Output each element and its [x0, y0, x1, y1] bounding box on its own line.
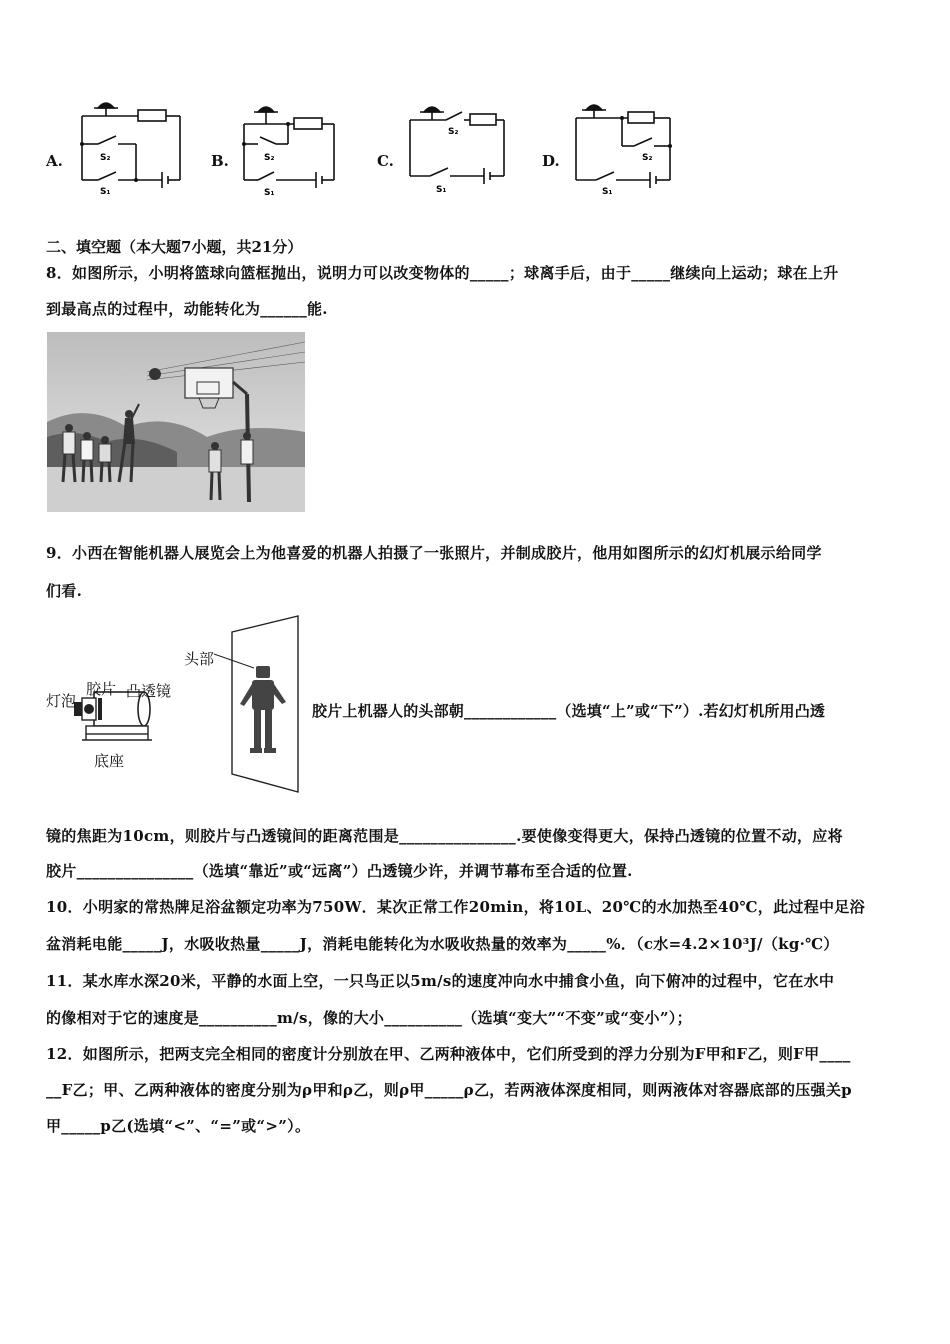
circuit-a-s1-label: S₁ [100, 187, 111, 196]
circuit-b-s2-label: S₂ [264, 153, 275, 163]
q8-line-1: 8．如图所示，小明将篮球向篮框抛出，说明力可以改变物体的_____；球离手后，由于_____继续向上运动；球在上升 [46, 264, 839, 282]
label-bulb: 灯泡 [46, 692, 77, 710]
label-head: 头部 [184, 650, 215, 668]
circuit-diagram-c [404, 104, 514, 200]
q12-line-3: 甲_____p乙(选填“<”、“=”或“>”）。 [46, 1117, 311, 1135]
label-film: 胶片 [86, 680, 117, 698]
circuit-c-s2-label: S₂ [448, 127, 459, 137]
option-c-label: C. [377, 152, 394, 170]
q11-line-2: 的像相对于它的速度是__________m/s，像的大小__________（选填“变大”“不变”或“变小”）； [46, 1009, 692, 1027]
q10-line-1: 10．小明家的常热牌足浴盆额定功率为750W．某次正常工作20min，将10L、20℃的水加热至40℃，此过程中足浴 [46, 898, 865, 916]
basketball-photo [47, 332, 305, 512]
circuit-c-s1-label: S₁ [436, 185, 447, 195]
circuit-diagram-b [238, 104, 342, 200]
label-lens: 凸透镜 [126, 682, 172, 700]
option-d-label: D. [542, 152, 560, 170]
circuit-d-s1-label: S₁ [602, 187, 613, 196]
circuit-a-s2-label: S₂ [100, 153, 111, 163]
projector-diagram [46, 614, 306, 796]
q10-line-2: 盆消耗电能_____J，水吸收热量_____J，消耗电能转化为水吸收热量的效率为_____%．（c水=4.2×10³J/（kg·℃） [46, 935, 839, 953]
q9-line-1: 9．小西在智能机器人展览会上为他喜爱的机器人拍摄了一张照片，并制成胶片，他用如图所示的幻灯机展示给同学 [46, 544, 822, 562]
q12-line-2: __F乙；甲、乙两种液体的密度分别为ρ甲和ρ乙，则ρ甲_____ρ乙，若两液体深度相同，则两液体对容器底部的压强关p [46, 1081, 852, 1099]
q12-line-1: 12．如图所示，把两支完全相同的密度计分别放在甲、乙两种液体中，它们所受到的浮力分别为F甲和F乙，则F甲____ [46, 1045, 851, 1063]
q9-inline-text: 胶片上机器人的头部朝____________（选填“上”或“下”）.若幻灯机所用凸透 [312, 702, 826, 720]
q9-line-4: 胶片_______________（选填“靠近”或“远离”）凸透镜少许，并调节幕布至合适的位置. [46, 862, 633, 880]
option-b-label: B. [211, 152, 229, 170]
q9-line-3: 镜的焦距为10cm，则胶片与凸透镜间的距离范围是_______________.要使像变得更大，保持凸透镜的位置不动，应将 [46, 827, 843, 845]
q8-line-2: 到最高点的过程中，动能转化为______能. [46, 300, 328, 318]
label-base: 底座 [94, 752, 125, 770]
option-a-label: A. [46, 152, 63, 170]
circuit-diagram-a [76, 98, 188, 196]
circuit-diagram-d [570, 100, 682, 196]
section-title: 二、填空题（本大题7小题，共21分） [46, 238, 303, 256]
circuit-b-s1-label: S₁ [264, 188, 275, 198]
q11-line-1: 11．某水库水深20米，平静的水面上空，一只鸟正以5m/s的速度冲向水中捕食小鱼，向下俯冲的过程中，它在水中 [46, 972, 835, 990]
circuit-d-s2-label: S₂ [642, 153, 653, 163]
q9-line-2: 们看. [46, 582, 83, 600]
